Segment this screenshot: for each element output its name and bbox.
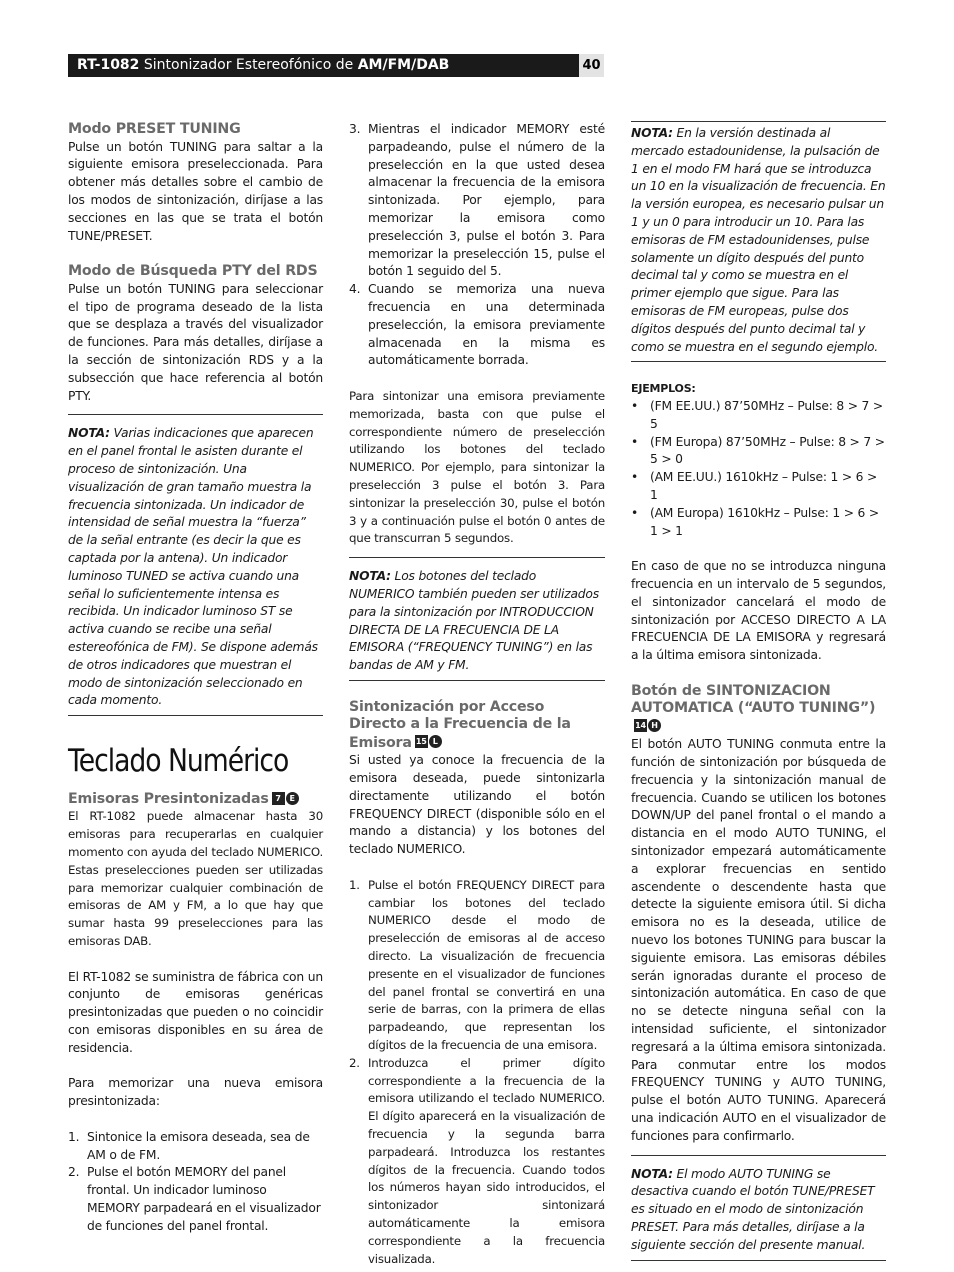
paragraph-recall-preset: Para sintonizar una emisora previamente memorizada, basta con que pulse el correspondiente número de preselección utilizando los botones del teclado NUMERICO. Por ejemplo, para sintonizar la preselección 3 pulse el botón 3. Para sintonizar la preselección 30, pulse el botón 3 y a continuación pulse el botón 0 antes de que transcurran 5 segundos. (349, 388, 605, 546)
section-title: Teclado Numérico (68, 743, 289, 780)
page-number: 40 (579, 54, 604, 77)
list-item: • (AM EE.UU.) 1610kHz – Pulse: 1 > 6 > 1 (631, 470, 878, 502)
paragraph-auto-tuning: El botón AUTO TUNING conmuta entre la función de sintonización por búsqueda de frecuencia y la sintonización manual de frecuencia. Cuando se utilicen los botones DOWN/UP del panel frontal o el mando a distancia en el modo AUTO TUNING, el sintonizador empezará automáticamente a explorar frecuencias en sentido ascendente o descendente hasta que detecte la siguiente emisora útil. Si dicha emisora no es la deseada, utilice de nuevo los botones TUNING para buscar la siguiente emisora. Las emisoras débiles serán ignoradas durante el proceso de sintonización automática. En caso de que no se detecte ninguna señal con la intensidad suficiente, el sintonizador regresará a la última emisora sintonizada. Para conmutar entre los modos FREQUENCY TUNING y AUTO TUNING, pulse el botón AUTO TUNING. Aparecerá una indicación AUTO en el visualizador de funciones para confirmarlo. (631, 737, 886, 1143)
model-name: RT-1082 (77, 57, 140, 73)
paragraph-preset-tuning: Pulse un botón TUNING para saltar a la siguiente emisora preseleccionada. Para obtener más detalles sobre el cambio de los modos de sintonización, diríjase a las secciones en las que se trata el botón TUNE/PRESET. (68, 139, 323, 243)
front-panel-key-letter-icon: H (648, 719, 661, 732)
header-title: Sintonizador Estereofónico de (139, 57, 358, 73)
memorize-steps-list (68, 1129, 323, 1236)
list-item: 2. Introduzca el primer dígito correspondiente a la frecuencia de la emisora utilizando el teclado NUMERICO. El dígito aparecerá en la visualización de frecuencia y la segunda barra parpadeará. Introduzca los restantes dígitos de la frecuencia. Cuando todos los números hayan sido introducidos, el sintonizador sintonizará automáticamente la emisora correspondiente a la frecuencia visualizada. (349, 1055, 605, 1266)
paragraph-pty-search: Pulse un botón TUNING para seleccionar el tipo de programa deseado de la lista que se desplaza a través del visualizador de funciones. Para más detalles, diríjase a la sección de sintonización RDS y a la subsección que hace referencia al botón PTY. (68, 281, 323, 403)
list-item: 1. Sintonice la emisora deseada, sea de AM o de FM. (68, 1129, 310, 1162)
note-text: El modo AUTO TUNING se desactiva cuando el botón TUNE/PRESET es situado en el modo de sintonización PRESET. Para más detalles, diríjase a la siguiente sección del presente manual. (631, 1166, 875, 1252)
remote-key-number-icon: 7 (272, 792, 285, 805)
header-bands: AM/FM/DAB (357, 57, 450, 73)
note-text: Los botones del teclado NUMERICO también pueden ser utilizados para la sintonización por INTRODUCCION DIRECTA DE LA FRECUENCIA DE LA EMISORA (“FREQUENCY TUNING”) en las bandas de AM y FM. (349, 569, 599, 673)
heading-presets-text: Emisoras Presintonizadas (68, 790, 269, 807)
column-right (631, 121, 886, 1261)
examples-label: EJEMPLOS: (631, 382, 696, 396)
note-label: NOTA: (631, 1166, 673, 1181)
note-box-fm-digits (631, 121, 886, 362)
list-item: 1. Pulse el botón FREQUENCY DIRECT para cambiar los botones del teclado NUMERICO desde el modo de preselección de emisoras al de acceso directo. La visualización de frecuencia presente en el visualizador de funciones del panel frontal se convertirá en una serie de barras, con la primera de ellas parpadeando, que representan los dígitos de la frecuencia de una emisora. (349, 877, 605, 1053)
note-text: Varias indicaciones que aparecen en el panel frontal le asisten durante el proceso de sintonización. Una visualización de gran tamaño muestra la frecuencia sintonizada. Un indicador de intensidad de señal muestra la “fuerza” de la señal entrante (es decir la que es captada por la antena). Un indicador luminoso TUNED se activa cuando una señal lo suficientemente intensa es recibida. Un indicador luminoso ST se activa cuando se recibe una señal estereofónica de FM). Se dispone además de otros indicadores que muestran el modo de sintonización seleccionado en cada momento. (68, 426, 318, 708)
paragraph-direct-tuning: Si usted ya conoce la frecuencia de la emisora deseada, puede sintonizarla directamente utilizando el botón FREQUENCY DIRECT (disponible sólo en el mando a distancia) y los botones del teclado NUMERICO. (349, 753, 605, 857)
paragraph-memorize-intro: Para memorizar una nueva emisora presintonizada: (68, 1076, 323, 1109)
heading-presets (68, 790, 323, 808)
memorize-steps-list-continued (349, 121, 605, 370)
list-item: • (FM Europa) 87’50MHz – Pulse: 8 > 7 > 5 > 0 (631, 434, 885, 467)
note-label: NOTA: (631, 126, 673, 140)
remote-key-number-icon: 14 (635, 721, 646, 731)
heading-pty-search: Modo de Búsqueda PTY del RDS (68, 263, 318, 280)
heading-direct-tuning (349, 699, 605, 753)
note-box-numeric-keys (349, 557, 605, 681)
note-box-indicators (68, 414, 323, 716)
list-item: 3. Mientras el indicador MEMORY esté parpadeando, pulse el número de la preselección en la que usted desea almacenar la frecuencia de la emisora sintonizada. Por ejemplo, para memorizar la emisora como preselección 3, pulse el botón 3. Para memorizar la preselección 15, pulse el botón 1 seguido del 5. (349, 122, 605, 279)
paragraph-factory-presets: El RT-1082 se suministra de fábrica con un conjunto de emisoras genéricas presintonizadas que pueden o no coincidir con emisoras disponibles en su área de residencia. (68, 969, 323, 1055)
heading-direct-tuning-text: Sintonización por Acceso Directo a la Frecuencia de la Emisora (349, 698, 571, 751)
note-box-auto-tuning (631, 1155, 886, 1261)
page-header (68, 54, 579, 77)
front-panel-key-letter-icon: L (429, 735, 442, 748)
note-label: NOTA: (349, 569, 391, 584)
note-label: NOTA: (68, 426, 110, 441)
heading-preset-tuning: Modo PRESET TUNING (68, 121, 241, 137)
list-item: 2. Pulse el botón MEMORY del panel frontal. Un indicador luminoso MEMORY parpadeará en el visualizador de funciones del panel frontal. (68, 1165, 321, 1233)
list-item: • (FM EE.UU.) 87’50MHz – Pulse: 8 > 7 > 5 (631, 398, 883, 431)
remote-key-number-icon: 15 (415, 737, 427, 747)
front-panel-key-letter-icon: E (286, 792, 299, 805)
column-middle (349, 121, 605, 1268)
list-item: 4. Cuando se memoriza una nueva frecuencia en una determinada preselección, la emisora previamente almacenada en la misma es automáticamente borrada. (349, 282, 605, 368)
note-text: En la versión destinada al mercado estadounidense, la pulsación de 1 en el modo FM hará que se introduzca un 10 en la visualización de frecuencia. En la versión europea, es necesario pulsar un 1 y un 0 para introducir un 10. Para las emisoras de FM estadounidenses, pulse solamente un dígito después del punto decimal tal y como se muestra en el primer ejemplo que sigue. Para las emisoras de FM europeas, pulse dos dígitos después del punto decimal tal y como se muestra en el segundo ejemplo. (631, 126, 886, 354)
list-item: • (AM Europa) 1610kHz – Pulse: 1 > 6 > 1 > 1 (631, 505, 879, 538)
direct-tuning-steps-list (349, 877, 605, 1269)
column-left (68, 121, 323, 1236)
heading-auto-tuning-text: Botón de SINTONIZACION AUTOMATICA (“AUTO TUNING”) (631, 682, 876, 717)
paragraph-timeout: En caso de que no se introduzca ninguna frecuencia en un intervalo de 5 segundos, el sintonizador cancelará el modo de sintonización por ACCESO DIRECTO A LA FRECUENCIA DE LA EMISORA y regresará a la última emisora sintonizada. (631, 559, 886, 663)
examples-list (631, 398, 886, 540)
paragraph-presets: El RT-1082 puede almacenar hasta 30 emisoras para recuperarlas en cualquier momento con ayuda del teclado NUMERICO. Estas preselecciones pueden ser utilizadas para memorizar cualquier combinación de emisoras de AM y FM, a lo que hay que sumar hasta 99 preselecciones para las emisoras DAB. (68, 809, 323, 949)
heading-auto-tuning (631, 683, 886, 737)
